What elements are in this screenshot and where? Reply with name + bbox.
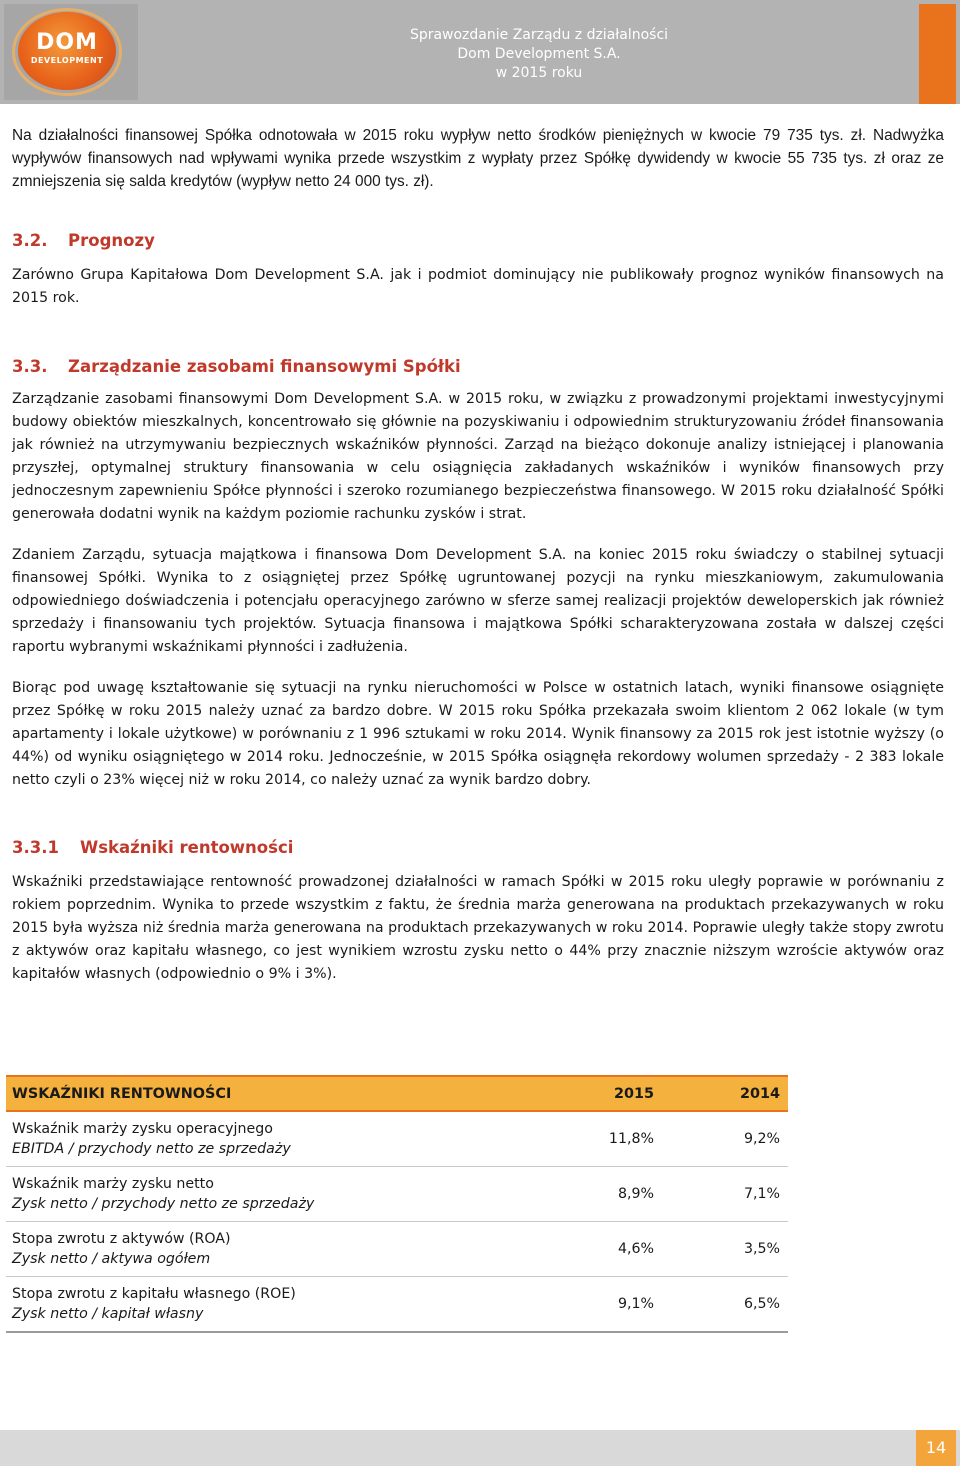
ratio-name: Stopa zwrotu z aktywów (ROA) <box>12 1231 231 1247</box>
table-header-2014: 2014 <box>662 1076 788 1111</box>
value-2014: 3,5% <box>662 1222 788 1277</box>
section-number: 3.3. <box>12 357 48 376</box>
value-2015: 4,6% <box>558 1222 662 1277</box>
company-logo <box>4 4 138 100</box>
ratio-formula: EBITDA / przychody netto ze sprzedaży <box>12 1141 291 1157</box>
value-2014: 7,1% <box>662 1167 788 1222</box>
row-label <box>6 1222 558 1277</box>
value-2014: 9,2% <box>662 1111 788 1167</box>
report-title-line-1: Sprawozdanie Zarządu z działalności <box>409 27 669 43</box>
row-label <box>6 1167 558 1222</box>
table-header-label: WSKAŹNIKI RENTOWNOŚCI <box>6 1076 558 1111</box>
intro-paragraph: Na działalności finansowej Spółka odnotowała w 2015 roku wypływ netto środków pieniężnych w kwocie 79 735 tys. zł. Nadwyżka wypływów finansowych nad wpływami wynika przede wszystkim z wypłaty przez Spółkę dywidendy w kwocie 55 735 tys. zł oraz ze zmniejszenia się salda kredytów (wypływ netto 24 000 tys. zł). <box>12 127 944 190</box>
report-title-line-3: w 2015 roku <box>495 65 583 81</box>
zarzadzanie-paragraph-1: Zarządzanie zasobami finansowymi Dom Development S.A. w 2015 roku, w związku z prowadzonymi projektami inwestycyjnymi budowy obiektów mieszkalnych, koncentrowało się głównie na pozyskiwaniu i odpowiednim strukturyzowaniu źródeł finansowania jak również na utrzymywaniu bezpiecznych wskaźników płynności. Zarząd na bieżąco dokonuje analizy istniejącej i planowania przyszłej, optymalnej struktury finansowania w celu osiągnięcia zakładanych wskaźników i wyników finansowych przy jednoczesnym zapewnieniu Spółce płynności i szeroko rozumianego bezpieczeństwa finansowego. W 2015 roku działalność Spółki generowała dodatni wynik na każdym poziomie rachunku zysków i strat. <box>12 391 944 522</box>
ratio-formula: Zysk netto / przychody netto ze sprzedaży <box>12 1196 315 1212</box>
row-label <box>6 1277 558 1333</box>
table-header-2015: 2015 <box>558 1076 662 1111</box>
page-header <box>0 0 960 104</box>
value-2015: 9,1% <box>558 1277 662 1333</box>
ratio-name: Stopa zwrotu z kapitału własnego (ROE) <box>12 1286 296 1302</box>
zarzadzanie-paragraph-3: Biorąc pod uwagę kształtowanie się sytuacji na rynku nieruchomości w Polsce w ostatnich latach, wyniki finansowe osiągnięte przez Spółkę w roku 2015 należy uznać za bardzo dobre. W 2015 roku Spółka przekazała swoim klientom 2 062 lokale (w tym apartamenty i lokale użytkowe) w porównaniu z 1 996 sztukami w roku 2014. Wynik finansowy za 2015 rok jest istotnie wyższy (o 44%) od wyniku osiągniętego w 2014 roku. Jednocześnie, w 2015 Spółka osiągnęła rekordowy wolumen sprzedaży - 2 383 lokale netto czyli o 23% więcej niż w roku 2014, co należy uznać za wynik bardzo dobry. <box>12 680 944 788</box>
table-row <box>6 1222 788 1277</box>
table-header-row <box>6 1076 788 1111</box>
report-title <box>380 26 698 83</box>
page-footer <box>0 1430 960 1466</box>
page-content <box>12 124 944 986</box>
wskazniki-paragraph: Wskaźniki przedstawiające rentowność prowadzonej działalności w ramach Spółki w 2015 roku uległy poprawie w porównaniu z rokiem poprzednim. Wynika to przede wszystkim z faktu, że średnia marża generowana na produktach przekazywanych w roku 2015 była wyższa niż średnia marża generowana na produktach przekazywanych w roku 2014. Poprawie uległy także stopy zwrotu z aktywów oraz kapitału własnego, co jest wynikiem wzrostu zysku netto o 44% przy znacznie niższym wzroście aktywów oraz kapitałów własnych (odpowiednio o 9% i 3%). <box>12 874 944 982</box>
ratio-formula: Zysk netto / kapitał własny <box>12 1306 204 1322</box>
report-title-line-2: Dom Development S.A. <box>457 46 621 62</box>
value-2014: 6,5% <box>662 1277 788 1333</box>
section-number: 3.3.1 <box>12 838 59 857</box>
table-row <box>6 1167 788 1222</box>
section-title: Wskaźniki rentowności <box>80 838 294 857</box>
table-row <box>6 1277 788 1333</box>
profitability-table <box>6 1075 788 1333</box>
zarzadzanie-paragraph-2: Zdaniem Zarządu, sytuacja majątkowa i finansowa Dom Development S.A. na koniec 2015 roku świadczy o stabilnej sytuacji finansowej Spółki. Wynika to z osiągniętej przez Spółkę ugruntowanej pozycji na rynku mieszkaniowym, zakumulowania odpowiedniego doświadczenia i potencjału operacyjnego zarówno w sferze samej realizacji projektów deweloperskich jak również sprzedaży i finansowaniu tych projektów. Sytuacja finansowa i majątkowa Spółki scharakteryzowana została w dalszej części raportu wybranymi wskaźnikami płynności i zadłużenia. <box>12 547 944 655</box>
ratio-name: Wskaźnik marży zysku netto <box>12 1176 214 1192</box>
page-number: 14 <box>916 1430 956 1466</box>
ratio-formula: Zysk netto / aktywa ogółem <box>12 1251 211 1267</box>
header-accent-bar <box>919 4 956 104</box>
logo-text-development: DEVELOPMENT <box>30 56 104 65</box>
prognozy-paragraph: Zarówno Grupa Kapitałowa Dom Development S.A. jak i podmiot dominujący nie publikowały prognoz wyników finansowych na 2015 rok. <box>12 267 944 306</box>
section-heading-wskazniki <box>12 836 944 859</box>
section-heading-zarzadzanie <box>12 355 944 378</box>
logo-text-dom: DOM <box>36 30 98 55</box>
ratio-name: Wskaźnik marży zysku operacyjnego <box>12 1121 273 1137</box>
section-title: Zarządzanie zasobami finansowymi Spółki <box>68 357 461 376</box>
section-number: 3.2. <box>12 231 48 250</box>
value-2015: 8,9% <box>558 1167 662 1222</box>
row-label <box>6 1111 558 1167</box>
value-2015: 11,8% <box>558 1111 662 1167</box>
section-title: Prognozy <box>68 231 155 250</box>
section-heading-prognozy <box>12 229 944 252</box>
table-row <box>6 1111 788 1167</box>
